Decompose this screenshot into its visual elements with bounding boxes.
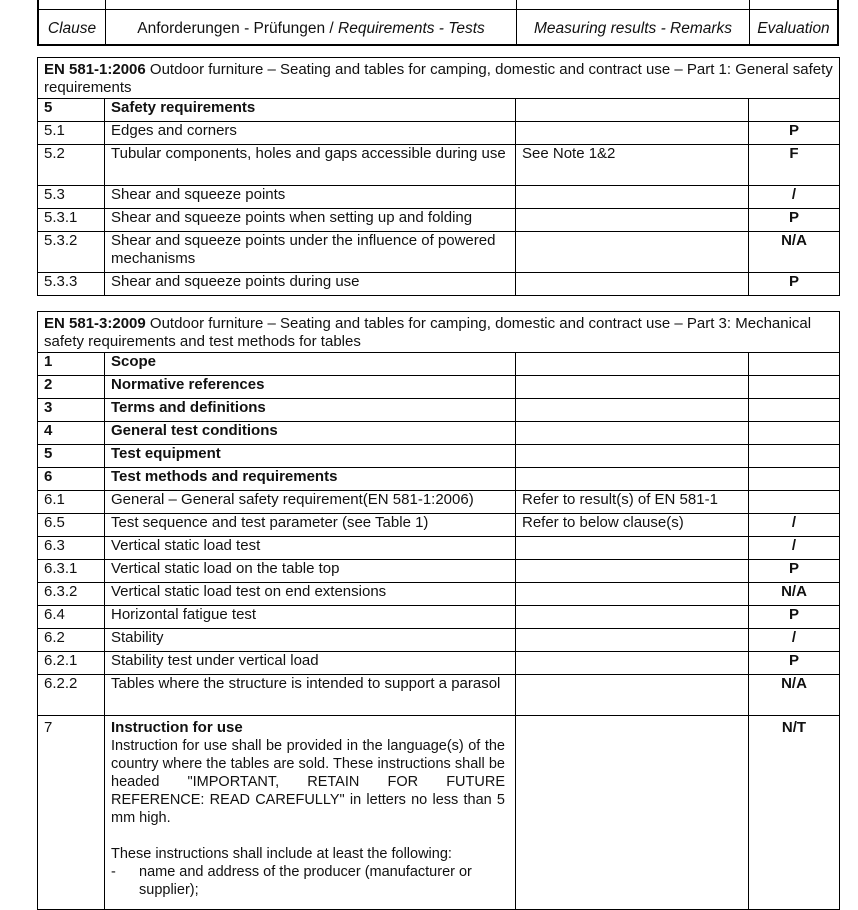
table-row bbox=[38, 560, 840, 583]
clause-cell: 6.5 bbox=[38, 514, 105, 537]
section-gap bbox=[38, 296, 840, 312]
clause-cell: 5.2 bbox=[38, 145, 105, 186]
table-row bbox=[38, 514, 840, 537]
requirement-cell: Scope bbox=[105, 353, 516, 376]
bullet-text: name and address of the producer (manufacturer or supplier); bbox=[139, 863, 472, 898]
result-cell bbox=[516, 606, 749, 629]
instruction-para2: These instructions shall include at least the following: bbox=[111, 845, 452, 862]
result-cell bbox=[516, 560, 749, 583]
evaluation-cell: N/A bbox=[749, 583, 840, 606]
bullet-dash: - bbox=[111, 863, 116, 880]
clause-cell: 5.3.3 bbox=[38, 273, 105, 296]
instruction-bullet bbox=[111, 863, 509, 899]
clause-cell: 5.3.1 bbox=[38, 209, 105, 232]
clause-cell: 6.2.1 bbox=[38, 652, 105, 675]
evaluation-cell bbox=[749, 376, 840, 399]
table-row bbox=[38, 399, 840, 422]
clause-cell: 2 bbox=[38, 376, 105, 399]
requirement-cell: Safety requirements bbox=[105, 99, 516, 122]
table-row bbox=[38, 273, 840, 296]
requirement-cell: Shear and squeeze points when setting up and folding bbox=[105, 209, 516, 232]
result-cell bbox=[516, 353, 749, 376]
table-row bbox=[38, 629, 840, 652]
result-cell bbox=[516, 376, 749, 399]
evaluation-cell bbox=[749, 491, 840, 514]
clause-cell: 6.3.1 bbox=[38, 560, 105, 583]
evaluation-cell bbox=[749, 445, 840, 468]
clause-cell: 6.4 bbox=[38, 606, 105, 629]
table-row bbox=[38, 468, 840, 491]
instruction-para1: Instruction for use shall be provided in the language(s) of the country where the tables are sold. These instructions shall be headed "IMPORTANT, RETAIN FOR FUTURE REFERENCE: READ CAREFULLY" in letters no less than 5 mm high. bbox=[111, 737, 505, 826]
table-row bbox=[38, 376, 840, 399]
evaluation-cell: P bbox=[749, 652, 840, 675]
evaluation-cell: P bbox=[749, 606, 840, 629]
requirement-cell: Vertical static load on the table top bbox=[105, 560, 516, 583]
requirement-cell: Tables where the structure is intended to support a parasol bbox=[105, 675, 516, 716]
table-row bbox=[38, 186, 840, 209]
evaluation-cell: / bbox=[749, 629, 840, 652]
evaluation-cell: / bbox=[749, 537, 840, 560]
header-clause: Clause bbox=[47, 20, 97, 37]
standard-heading-row bbox=[38, 58, 840, 99]
result-cell bbox=[516, 583, 749, 606]
header-requirements-cell bbox=[106, 0, 517, 44]
instruction-row bbox=[38, 716, 840, 910]
table-row bbox=[38, 145, 840, 186]
instruction-title: Instruction for use bbox=[111, 719, 243, 736]
result-cell bbox=[516, 232, 749, 273]
result-cell bbox=[516, 629, 749, 652]
result-cell bbox=[516, 445, 749, 468]
requirement-cell: Stability test under vertical load bbox=[105, 652, 516, 675]
header-measuring: Measuring results - Remarks bbox=[533, 20, 733, 37]
evaluation-cell bbox=[749, 99, 840, 122]
header-evaluation-cell bbox=[750, 0, 837, 44]
table-row bbox=[38, 491, 840, 514]
evaluation-cell: N/A bbox=[749, 232, 840, 273]
evaluation-cell bbox=[749, 353, 840, 376]
clause-cell: 6 bbox=[38, 468, 105, 491]
gap-cell bbox=[38, 296, 840, 312]
table-row bbox=[38, 606, 840, 629]
header-requirements: Anforderungen - Prüfungen / Requirements - Tests bbox=[137, 20, 485, 37]
clause-cell: 5.3.2 bbox=[38, 232, 105, 273]
table-row bbox=[38, 209, 840, 232]
clause-cell: 6.3.2 bbox=[38, 583, 105, 606]
clause-cell: 6.3 bbox=[38, 537, 105, 560]
clause-cell: 6.2 bbox=[38, 629, 105, 652]
clause-cell: 7 bbox=[38, 716, 105, 910]
result-cell bbox=[516, 652, 749, 675]
requirement-cell: Vertical static load test on end extensions bbox=[105, 583, 516, 606]
table-row bbox=[38, 537, 840, 560]
clause-cell: 6.1 bbox=[38, 491, 105, 514]
header-evaluation: Evaluation bbox=[757, 20, 830, 37]
result-cell bbox=[516, 716, 749, 910]
requirement-cell: General – General safety requirement(EN 581-1:2006) bbox=[105, 491, 516, 514]
requirement-cell: Horizontal fatigue test bbox=[105, 606, 516, 629]
result-cell bbox=[516, 399, 749, 422]
standard-heading: EN 581-1:2006 Outdoor furniture – Seating and tables for camping, domestic and contract use – Part 1: General safety requirements bbox=[38, 58, 840, 99]
result-cell bbox=[516, 422, 749, 445]
clause-cell: 4 bbox=[38, 422, 105, 445]
table-row bbox=[38, 652, 840, 675]
requirement-cell: Tubular components, holes and gaps accessible during use bbox=[105, 145, 516, 186]
result-cell: See Note 1&2 bbox=[516, 145, 749, 186]
clause-cell: 5.1 bbox=[38, 122, 105, 145]
table-row bbox=[38, 122, 840, 145]
column-header bbox=[37, 0, 839, 46]
standard-heading-row bbox=[38, 312, 840, 353]
result-cell: Refer to result(s) of EN 581-1 bbox=[516, 491, 749, 514]
requirements-table bbox=[37, 57, 840, 910]
evaluation-cell: P bbox=[749, 122, 840, 145]
evaluation-cell: P bbox=[749, 209, 840, 232]
result-cell bbox=[516, 186, 749, 209]
table-row bbox=[38, 445, 840, 468]
table-row bbox=[38, 232, 840, 273]
clause-cell: 3 bbox=[38, 399, 105, 422]
evaluation-cell: N/A bbox=[749, 675, 840, 716]
table-row bbox=[38, 99, 840, 122]
evaluation-cell: N/T bbox=[749, 716, 840, 910]
table-row bbox=[38, 675, 840, 716]
result-cell bbox=[516, 99, 749, 122]
requirement-cell bbox=[105, 716, 516, 910]
clause-cell: 5 bbox=[38, 445, 105, 468]
clause-cell: 5.3 bbox=[38, 186, 105, 209]
result-cell: Refer to below clause(s) bbox=[516, 514, 749, 537]
result-cell bbox=[516, 273, 749, 296]
clause-cell: 5 bbox=[38, 99, 105, 122]
requirement-cell: Shear and squeeze points during use bbox=[105, 273, 516, 296]
result-cell bbox=[516, 122, 749, 145]
clause-cell: 6.2.2 bbox=[38, 675, 105, 716]
result-cell bbox=[516, 537, 749, 560]
requirement-cell: General test conditions bbox=[105, 422, 516, 445]
clause-cell: 1 bbox=[38, 353, 105, 376]
requirement-cell: Stability bbox=[105, 629, 516, 652]
requirement-cell: Test equipment bbox=[105, 445, 516, 468]
requirement-cell: Terms and definitions bbox=[105, 399, 516, 422]
standard-heading: EN 581-3:2009 Outdoor furniture – Seating and tables for camping, domestic and contract use – Part 3: Mechanical safety requirements and test methods for tables bbox=[38, 312, 840, 353]
evaluation-cell: P bbox=[749, 560, 840, 583]
requirement-cell: Normative references bbox=[105, 376, 516, 399]
evaluation-cell bbox=[749, 468, 840, 491]
evaluation-cell: F bbox=[749, 145, 840, 186]
header-clause-cell bbox=[39, 0, 106, 44]
evaluation-cell: / bbox=[749, 514, 840, 537]
table-row bbox=[38, 353, 840, 376]
result-cell bbox=[516, 468, 749, 491]
table-row bbox=[38, 422, 840, 445]
result-cell bbox=[516, 209, 749, 232]
evaluation-cell bbox=[749, 399, 840, 422]
requirement-cell: Shear and squeeze points under the influence of powered mechanisms bbox=[105, 232, 516, 273]
requirement-cell: Edges and corners bbox=[105, 122, 516, 145]
evaluation-cell: P bbox=[749, 273, 840, 296]
requirement-cell: Vertical static load test bbox=[105, 537, 516, 560]
requirement-cell: Test sequence and test parameter (see Table 1) bbox=[105, 514, 516, 537]
requirement-cell: Test methods and requirements bbox=[105, 468, 516, 491]
requirement-cell: Shear and squeeze points bbox=[105, 186, 516, 209]
evaluation-cell: / bbox=[749, 186, 840, 209]
result-cell bbox=[516, 675, 749, 716]
header-measuring-cell bbox=[517, 0, 750, 44]
table-row bbox=[38, 583, 840, 606]
evaluation-cell bbox=[749, 422, 840, 445]
